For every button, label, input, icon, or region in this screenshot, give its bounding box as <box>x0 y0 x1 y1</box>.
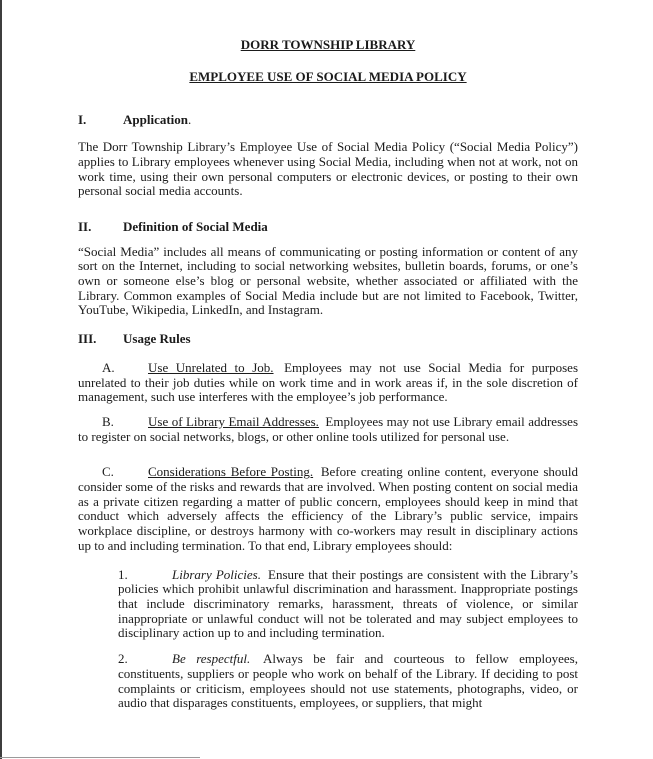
rule-title: Use Unrelated to Job. <box>148 359 274 375</box>
scan-edge-bottom <box>0 757 200 758</box>
title-text-2: EMPLOYEE USE OF SOCIAL MEDIA POLICY <box>189 68 467 84</box>
document-title-line-1 <box>78 38 578 53</box>
guideline-number: 2. <box>118 651 128 667</box>
section-title: Application <box>123 112 189 128</box>
section-numeral: I. <box>78 112 87 128</box>
rule-letter: C. <box>102 464 114 480</box>
title-text-1: DORR TOWNSHIP LIBRARY <box>240 37 416 52</box>
rule-title: Considerations Before Posting. <box>148 464 314 480</box>
guideline-title: Be respectful. <box>172 651 251 667</box>
rule-b-paragraph <box>78 415 578 444</box>
rule-body: Employees may not use Library email addresses to register on social networks, blogs, or other online tools utilized for personal use. <box>78 413 579 444</box>
section-numeral: III. <box>78 331 97 347</box>
guideline-number: 1. <box>118 566 128 582</box>
document-content <box>78 0 578 711</box>
guideline-body: Always be fair and courteous to fellow employees, constituents, suppliers or people who work on behalf of the Library. If deciding to post complaints or criticism, employees should not use statements, photographs, video, or audio that disparages constituents, employees, or suppliers, that might <box>118 651 578 711</box>
section-title-suffix: . <box>188 112 192 128</box>
rule-letter: B. <box>102 413 114 429</box>
rule-a-paragraph <box>78 361 578 405</box>
guideline-1-paragraph <box>118 568 578 642</box>
section-title: Definition of Social Media <box>123 218 268 234</box>
paragraph-application: The Dorr Township Library’s Employee Use of Social Media Policy (“Social Media Policy”) applies to Library employees whenever using Social Media, including when not at work, not on work time, using their own personal computers or electronic devices, or posting to their own personal social media accounts. <box>78 139 578 199</box>
document-title-line-2 <box>78 70 578 85</box>
section-heading-usage-rules <box>78 332 578 347</box>
section-heading-application <box>78 113 578 128</box>
rule-body: Before creating online content, everyone should consider some of the risks and rewards that are involved. When posting content on social media as a private citizen regarding a matter of public concern, employees should keep in mind that conduct which adversely affects the efficiency of the Library’s public service, impairs workplace discipline, or destroys harmony with co-workers may result in disciplinary actions up to and including termination. To that end, Library employees should: <box>78 464 578 553</box>
guideline-body: Ensure that their postings are consistent with the Library’s policies which prohibit unlawful discrimination and harassment. Inappropriate postings that include discriminatory remarks, harassment, threats of violence, or similar inappropriate or unlawful conduct will not be tolerated and may subject employees to disciplinary action up to and including termination. <box>118 566 579 641</box>
rule-title: Use of Library Email Addresses. <box>148 413 319 429</box>
section-numeral: II. <box>78 218 92 234</box>
scan-edge-left <box>0 0 2 759</box>
rule-letter: A. <box>102 359 115 375</box>
guideline-title: Library Policies. <box>172 566 261 582</box>
section-heading-definition <box>78 220 578 235</box>
rule-body: Employees may not use Social Media for purposes unrelated to their job duties while on work time and in work areas if, in the sole discretion of management, such use interferes with the employee’s job performance. <box>78 359 579 405</box>
guideline-2-paragraph <box>118 652 578 711</box>
paragraph-definition: “Social Media” includes all means of communicating or posting information or content of any sort on the Internet, including to social networking websites, bulletin boards, forums, or one’s own or someone else’s blog or personal website, whether associated or affiliated with the Library. Common examples of Social Media include but are not limited to Facebook, Twitter, YouTube, Wikipedia, LinkedIn, and Instagram. <box>78 243 578 318</box>
section-title: Usage Rules <box>123 331 191 347</box>
rule-c-paragraph <box>78 465 578 553</box>
